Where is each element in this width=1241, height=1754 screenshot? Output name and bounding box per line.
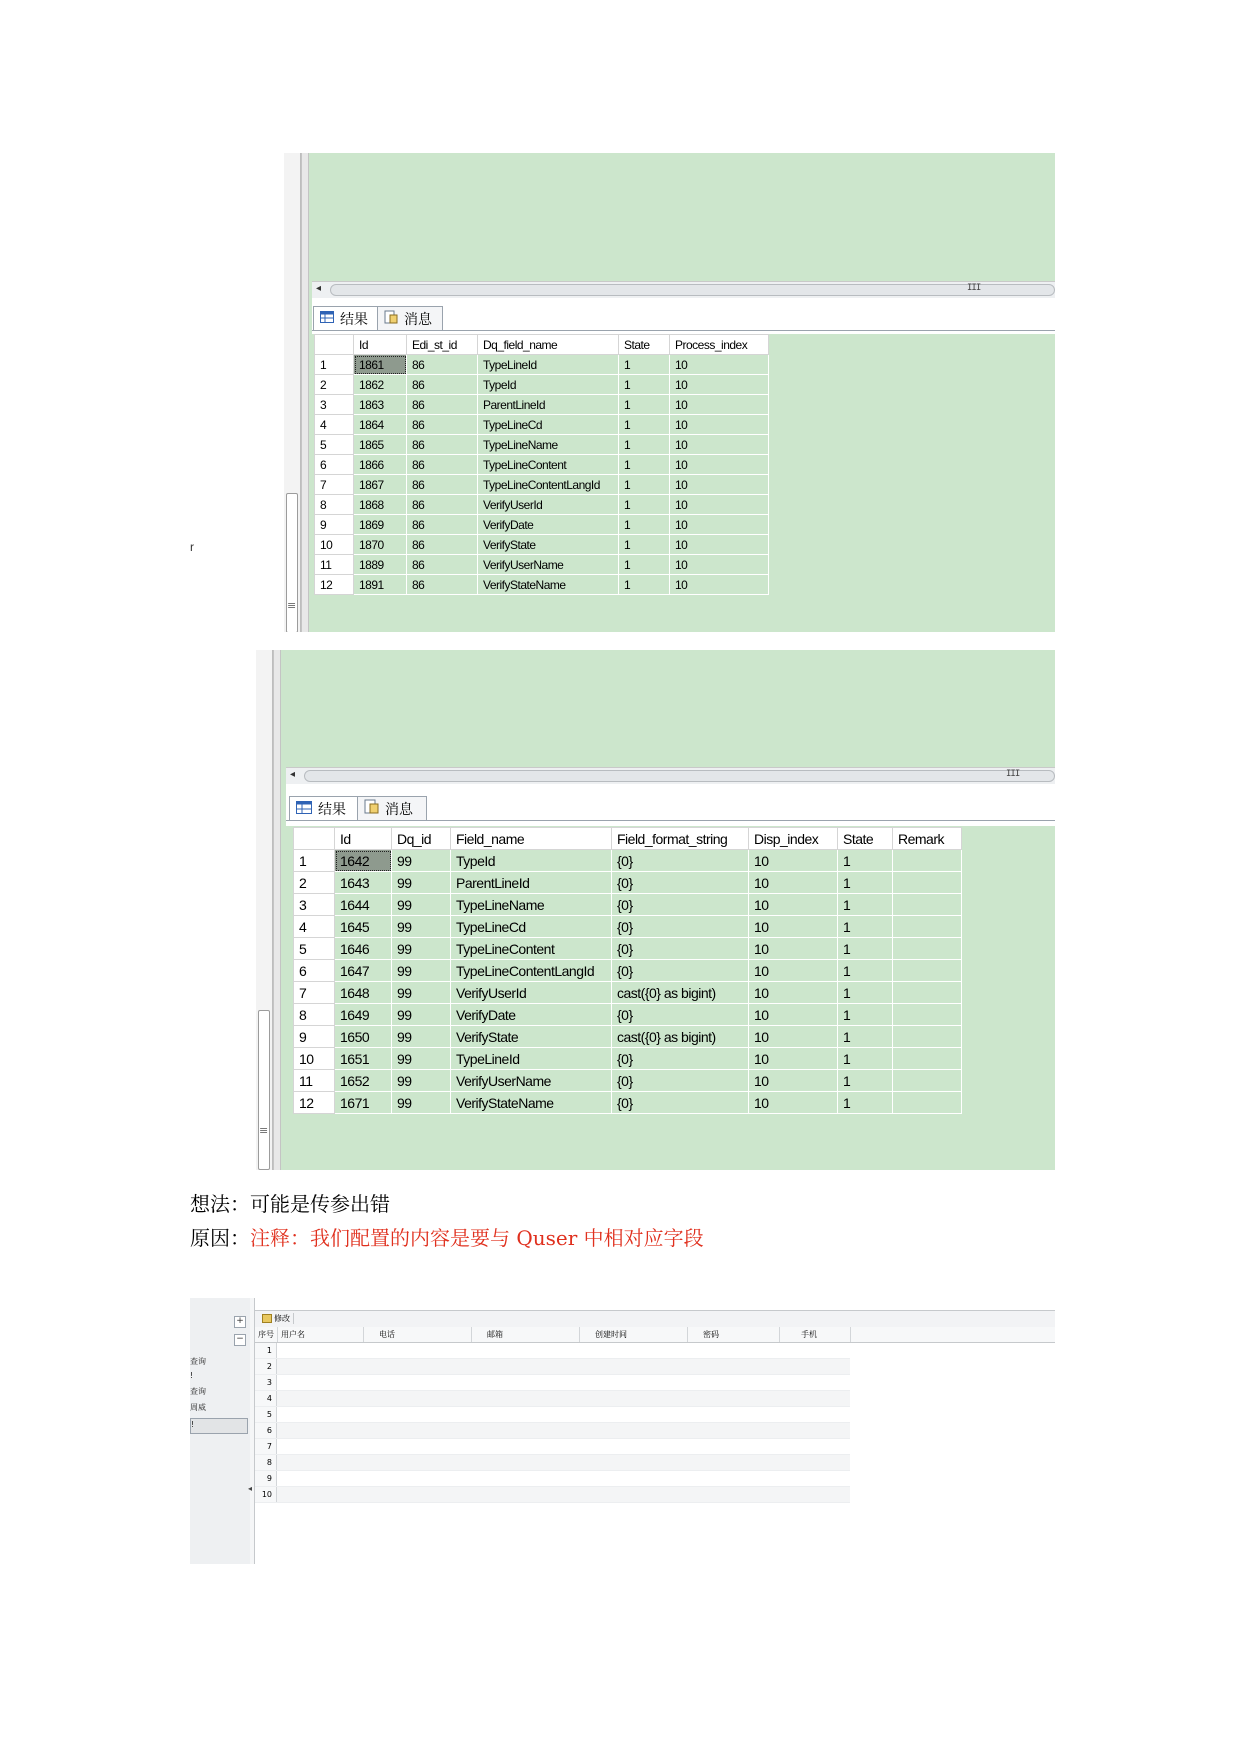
table-cell[interactable]: 99 — [392, 1004, 451, 1026]
table-row[interactable] — [255, 1343, 850, 1359]
table-cell[interactable]: 10 — [670, 555, 769, 575]
table-cell[interactable]: 10 — [749, 1070, 838, 1092]
table-row[interactable] — [315, 395, 769, 415]
sidebar-item-label: ! — [191, 1420, 195, 1429]
table-cell[interactable] — [893, 1070, 962, 1092]
table-row[interactable] — [255, 1471, 850, 1487]
edit-icon — [262, 1314, 272, 1323]
table-cell[interactable]: 1 — [619, 475, 670, 495]
table-cell[interactable]: TypeLineId — [478, 355, 619, 375]
table-cell[interactable]: {0} — [612, 1048, 749, 1070]
column-header[interactable]: Field_name — [451, 828, 612, 850]
table-cell[interactable]: 10 — [749, 960, 838, 982]
column-header[interactable]: Edi_st_id — [407, 335, 478, 355]
row-number: 5 — [255, 1407, 277, 1422]
row-number[interactable]: 11 — [315, 555, 354, 575]
table-cell[interactable]: TypeLineContentLangId — [451, 960, 612, 982]
sidebar — [190, 1298, 251, 1564]
table-row[interactable] — [255, 1375, 850, 1391]
table-row[interactable] — [294, 960, 962, 982]
stray-text: r — [190, 540, 194, 554]
table-row[interactable] — [294, 938, 962, 960]
table-row[interactable] — [294, 1004, 962, 1026]
table-cell[interactable]: 10 — [670, 355, 769, 375]
table-cell[interactable]: {0} — [612, 960, 749, 982]
column-header[interactable]: 创建时间 — [595, 1330, 627, 1339]
table-cell[interactable]: 99 — [392, 916, 451, 938]
table-row[interactable] — [294, 916, 962, 938]
table-row[interactable] — [294, 1026, 962, 1048]
table-cell[interactable]: {0} — [612, 1092, 749, 1114]
row-number[interactable]: 11 — [294, 1070, 335, 1092]
table-cell[interactable]: 1 — [619, 455, 670, 475]
scroll-grip-icon: III — [1006, 769, 1020, 779]
table-cell[interactable] — [893, 916, 962, 938]
table-cell[interactable] — [893, 960, 962, 982]
row-number[interactable]: 6 — [315, 455, 354, 475]
table-cell[interactable]: 1 — [619, 435, 670, 455]
column-divider[interactable] — [779, 1327, 780, 1342]
table-cell[interactable]: 1671 — [335, 1092, 392, 1114]
table-row[interactable] — [255, 1455, 850, 1471]
web-grid-screenshot — [190, 1298, 1055, 1564]
table-cell[interactable]: {0} — [612, 894, 749, 916]
table-row[interactable] — [255, 1391, 850, 1407]
sql-results-screenshot-2 — [256, 650, 1055, 1170]
table-cell[interactable]: 1 — [619, 575, 670, 595]
editor-margin — [273, 650, 281, 1170]
table-cell[interactable]: TypeLineContent — [478, 455, 619, 475]
table-cell[interactable]: 10 — [749, 1092, 838, 1114]
column-divider[interactable] — [579, 1327, 580, 1342]
sidebar-selected-item[interactable] — [190, 1418, 248, 1434]
table-cell[interactable]: 10 — [670, 395, 769, 415]
table-cell[interactable]: 1 — [838, 1004, 893, 1026]
horizontal-scrollbar[interactable] — [286, 767, 1055, 785]
table-cell[interactable]: TypeLineCd — [478, 415, 619, 435]
column-header[interactable]: Disp_index — [749, 828, 838, 850]
column-header[interactable]: Dq_id — [392, 828, 451, 850]
table-cell[interactable]: 1 — [838, 1070, 893, 1092]
tab-results-label: 结果 — [318, 802, 346, 818]
table-cell[interactable]: 10 — [749, 1026, 838, 1048]
row-number[interactable]: 3 — [294, 894, 335, 916]
table-cell[interactable]: 1 — [838, 960, 893, 982]
table-row[interactable] — [255, 1423, 850, 1439]
scroll-left-arrow-icon[interactable]: ◂ — [316, 283, 322, 294]
column-header[interactable]: State — [838, 828, 893, 850]
tab-messages[interactable] — [357, 796, 427, 820]
row-number: 7 — [255, 1439, 277, 1454]
table-row[interactable] — [315, 515, 769, 535]
table-row[interactable] — [315, 355, 769, 375]
column-header[interactable]: 电话 — [379, 1330, 395, 1339]
editor-margin — [301, 153, 309, 632]
corner-header[interactable] — [315, 335, 354, 355]
table-cell[interactable]: 99 — [392, 1092, 451, 1114]
table-cell[interactable]: 1 — [619, 495, 670, 515]
table-cell[interactable]: 86 — [407, 475, 478, 495]
table-cell[interactable]: 1648 — [335, 982, 392, 1004]
table-cell[interactable]: 10 — [749, 938, 838, 960]
sidebar-item-label[interactable]: 查询 — [190, 1357, 206, 1366]
row-number[interactable]: 8 — [315, 495, 354, 515]
table-row[interactable] — [315, 575, 769, 595]
table-cell[interactable]: 1868 — [354, 495, 407, 515]
idea-line — [190, 1188, 390, 1217]
row-number[interactable]: 3 — [315, 395, 354, 415]
reason-prefix: 原因： — [190, 1226, 250, 1250]
table-cell[interactable]: 1 — [838, 894, 893, 916]
table-cell[interactable]: TypeLineName — [451, 894, 612, 916]
table-row[interactable] — [294, 1048, 962, 1070]
table-cell[interactable] — [893, 1048, 962, 1070]
table-cell[interactable]: 1865 — [354, 435, 407, 455]
table-cell[interactable]: 99 — [392, 938, 451, 960]
toolbar — [255, 1310, 1055, 1328]
splitter-grip-icon: ≡ — [287, 599, 297, 612]
row-number[interactable]: 4 — [294, 916, 335, 938]
tab-baseline — [312, 330, 1055, 331]
tab-baseline — [286, 820, 1055, 821]
row-number[interactable]: 12 — [294, 1092, 335, 1114]
table-cell[interactable]: VerifyDate — [451, 1004, 612, 1026]
table-cell[interactable]: {0} — [612, 916, 749, 938]
column-header[interactable]: 用户名 — [281, 1330, 305, 1339]
table-cell[interactable]: 10 — [749, 1004, 838, 1026]
tab-results[interactable] — [313, 306, 387, 331]
results-tabs — [289, 796, 689, 820]
grid-icon — [296, 801, 312, 818]
row-number: 2 — [255, 1359, 277, 1374]
row-number[interactable]: 4 — [315, 415, 354, 435]
scroll-track[interactable] — [304, 770, 1055, 782]
column-header[interactable]: 序号 — [258, 1330, 274, 1339]
row-number: 9 — [255, 1471, 277, 1486]
table-cell[interactable]: 1 — [619, 375, 670, 395]
collapse-arrow-icon[interactable]: ◂ — [248, 1484, 253, 1493]
results-grid-1 — [314, 334, 769, 595]
table-cell[interactable]: 1651 — [335, 1048, 392, 1070]
table-cell[interactable]: 1643 — [335, 872, 392, 894]
column-header[interactable]: 邮箱 — [487, 1330, 503, 1339]
table-row[interactable] — [315, 555, 769, 575]
column-header[interactable]: Process_index — [670, 335, 769, 355]
table-cell[interactable]: 99 — [392, 1026, 451, 1048]
column-divider[interactable] — [687, 1327, 688, 1342]
row-number[interactable]: 12 — [315, 575, 354, 595]
table-cell[interactable]: 1 — [619, 355, 670, 375]
table-cell[interactable] — [893, 1004, 962, 1026]
table-cell[interactable]: 86 — [407, 555, 478, 575]
table-cell[interactable]: 1869 — [354, 515, 407, 535]
results-tabs — [313, 306, 713, 330]
table-cell[interactable]: 1650 — [335, 1026, 392, 1048]
table-row[interactable] — [315, 415, 769, 435]
table-cell[interactable]: 10 — [749, 872, 838, 894]
row-number[interactable]: 8 — [294, 1004, 335, 1026]
table-cell[interactable]: VerifyDate — [478, 515, 619, 535]
table-cell[interactable]: 86 — [407, 435, 478, 455]
table-cell[interactable]: {0} — [612, 1004, 749, 1026]
idea-text: 可能是传参出错 — [250, 1192, 390, 1216]
column-header[interactable]: State — [619, 335, 670, 355]
table-cell[interactable]: VerifyUserId — [478, 495, 619, 515]
table-cell[interactable]: 1889 — [354, 555, 407, 575]
edit-button[interactable] — [259, 1313, 294, 1324]
table-cell[interactable]: 1891 — [354, 575, 407, 595]
column-header[interactable]: 密码 — [703, 1330, 719, 1339]
table-cell[interactable]: 1642 — [335, 850, 392, 872]
table-cell[interactable] — [893, 894, 962, 916]
table-cell[interactable]: TypeLineName — [478, 435, 619, 455]
sql-results-screenshot-1 — [284, 153, 1055, 632]
table-cell[interactable]: 99 — [392, 850, 451, 872]
tab-results-label: 结果 — [340, 312, 368, 328]
table-cell[interactable]: 1 — [838, 1092, 893, 1114]
scroll-grip-icon: III — [967, 283, 981, 293]
table-cell[interactable]: 10 — [749, 1048, 838, 1070]
scroll-left-arrow-icon[interactable]: ◂ — [290, 769, 296, 780]
table-cell[interactable]: 1 — [619, 555, 670, 575]
row-number[interactable]: 9 — [294, 1026, 335, 1048]
row-number[interactable]: 1 — [294, 850, 335, 872]
table-cell[interactable]: 1866 — [354, 455, 407, 475]
table-cell[interactable]: 10 — [670, 435, 769, 455]
table-cell[interactable] — [893, 1092, 962, 1114]
column-header[interactable]: 手机 — [801, 1330, 817, 1339]
table-cell[interactable]: 10 — [749, 850, 838, 872]
table-cell[interactable]: VerifyUserName — [478, 555, 619, 575]
table-row[interactable] — [315, 435, 769, 455]
row-number[interactable]: 2 — [294, 872, 335, 894]
table-row[interactable] — [294, 1070, 962, 1092]
collapse-minus-icon[interactable]: − — [234, 1334, 246, 1346]
table-cell[interactable] — [893, 850, 962, 872]
table-row[interactable] — [294, 850, 962, 872]
table-cell[interactable]: 86 — [407, 455, 478, 475]
table-row[interactable] — [255, 1487, 850, 1503]
table-cell[interactable]: ParentLineId — [478, 395, 619, 415]
edit-button-label: 修改 — [274, 1314, 290, 1323]
row-number[interactable]: 10 — [294, 1048, 335, 1070]
reason-text: 注释：我们配置的内容是要与 Quser 中相对应字段 — [250, 1226, 704, 1250]
table-cell[interactable]: 10 — [749, 982, 838, 1004]
table-cell[interactable]: 86 — [407, 515, 478, 535]
editor-vertical-scrollbar[interactable] — [284, 153, 301, 632]
table-row[interactable] — [255, 1359, 850, 1375]
table-cell[interactable] — [893, 938, 962, 960]
table-cell[interactable]: 99 — [392, 1070, 451, 1092]
splitter-grip-icon: ≡ — [259, 1124, 269, 1137]
table-cell[interactable]: cast({0} as bigint) — [612, 1026, 749, 1048]
table-cell[interactable]: VerifyUserId — [451, 982, 612, 1004]
row-number[interactable]: 9 — [315, 515, 354, 535]
results-grid-2 — [293, 827, 962, 1114]
message-icon — [384, 310, 398, 328]
expand-plus-icon[interactable]: + — [234, 1316, 246, 1328]
row-number: 8 — [255, 1455, 277, 1470]
column-divider[interactable] — [850, 1327, 851, 1342]
table-cell[interactable]: ParentLineId — [451, 872, 612, 894]
column-header[interactable]: Remark — [893, 828, 962, 850]
table-cell[interactable]: 10 — [670, 515, 769, 535]
table-row[interactable] — [315, 495, 769, 515]
table-row[interactable] — [255, 1439, 850, 1455]
table-cell[interactable]: 86 — [407, 535, 478, 555]
column-header[interactable]: Field_format_string — [612, 828, 749, 850]
table-row[interactable] — [294, 894, 962, 916]
row-number[interactable]: 1 — [315, 355, 354, 375]
tab-results[interactable] — [289, 796, 367, 821]
table-cell[interactable]: 10 — [670, 535, 769, 555]
table-row[interactable] — [294, 872, 962, 894]
table-cell[interactable]: 86 — [407, 395, 478, 415]
scrollbar-thumb[interactable] — [258, 1010, 270, 1170]
table-cell[interactable]: VerifyStateName — [451, 1092, 612, 1114]
editor-vertical-scrollbar[interactable] — [256, 650, 273, 1170]
table-row[interactable] — [315, 455, 769, 475]
table-cell[interactable]: 99 — [392, 1048, 451, 1070]
sidebar-item-label[interactable]: 查询 — [190, 1387, 206, 1396]
column-header[interactable]: Id — [354, 335, 407, 355]
tab-messages[interactable] — [377, 306, 443, 330]
table-cell[interactable]: 1863 — [354, 395, 407, 415]
row-number[interactable]: 7 — [315, 475, 354, 495]
table-cell[interactable]: 10 — [670, 415, 769, 435]
table-cell[interactable]: 99 — [392, 982, 451, 1004]
row-number[interactable]: 5 — [294, 938, 335, 960]
table-cell[interactable]: 86 — [407, 575, 478, 595]
table-row[interactable] — [315, 475, 769, 495]
row-number: 1 — [255, 1343, 277, 1358]
table-cell[interactable]: VerifyState — [478, 535, 619, 555]
column-divider[interactable] — [363, 1327, 364, 1342]
table-cell[interactable]: 86 — [407, 355, 478, 375]
table-cell[interactable]: 1 — [838, 938, 893, 960]
table-cell[interactable]: 1652 — [335, 1070, 392, 1092]
message-icon — [364, 799, 379, 818]
row-number[interactable]: 10 — [315, 535, 354, 555]
table-cell[interactable]: VerifyStateName — [478, 575, 619, 595]
row-number: 4 — [255, 1391, 277, 1406]
table-cell[interactable]: {0} — [612, 938, 749, 960]
column-header[interactable]: Dq_field_name — [478, 335, 619, 355]
table-cell[interactable]: 1644 — [335, 894, 392, 916]
table-cell[interactable]: 1 — [619, 415, 670, 435]
idea-prefix: 想法： — [190, 1192, 250, 1216]
table-cell[interactable] — [893, 872, 962, 894]
table-cell[interactable]: 1 — [838, 1048, 893, 1070]
table-cell[interactable]: {0} — [612, 872, 749, 894]
grid-icon — [320, 311, 334, 327]
row-number[interactable]: 6 — [294, 960, 335, 982]
table-row[interactable] — [315, 535, 769, 555]
grid-header — [255, 1327, 1055, 1343]
sidebar-item-label[interactable]: 周威 — [190, 1403, 206, 1412]
corner-header[interactable] — [294, 828, 335, 850]
table-cell[interactable]: 1 — [619, 515, 670, 535]
tab-messages-label: 消息 — [404, 311, 432, 328]
table-cell[interactable]: 10 — [749, 894, 838, 916]
table-cell[interactable]: 1649 — [335, 1004, 392, 1026]
row-number: 10 — [255, 1487, 277, 1502]
table-cell[interactable]: {0} — [612, 850, 749, 872]
tab-messages-label: 消息 — [385, 801, 413, 818]
table-cell[interactable]: 10 — [670, 455, 769, 475]
table-cell[interactable]: 10 — [670, 575, 769, 595]
column-divider[interactable] — [277, 1327, 278, 1342]
table-cell[interactable]: 86 — [407, 495, 478, 515]
table-cell[interactable]: VerifyUserName — [451, 1070, 612, 1092]
table-cell[interactable]: {0} — [612, 1070, 749, 1092]
table-cell[interactable]: 1647 — [335, 960, 392, 982]
grid-rows — [255, 1343, 850, 1503]
table-cell[interactable]: VerifyState — [451, 1026, 612, 1048]
scroll-track[interactable] — [330, 284, 1055, 296]
reason-line — [190, 1222, 704, 1251]
table-cell[interactable]: 1646 — [335, 938, 392, 960]
table-cell[interactable]: TypeId — [451, 850, 612, 872]
table-cell[interactable]: 1 — [838, 850, 893, 872]
table-cell[interactable] — [893, 982, 962, 1004]
table-cell[interactable]: 1861 — [354, 355, 407, 375]
column-divider[interactable] — [471, 1327, 472, 1342]
table-cell[interactable]: 1870 — [354, 535, 407, 555]
row-number: 6 — [255, 1423, 277, 1438]
table-cell[interactable]: 1862 — [354, 375, 407, 395]
table-cell[interactable]: 99 — [392, 960, 451, 982]
horizontal-scrollbar[interactable] — [312, 281, 1055, 299]
table-cell[interactable]: 86 — [407, 415, 478, 435]
table-row[interactable] — [294, 1092, 962, 1114]
table-cell[interactable]: 1 — [838, 916, 893, 938]
table-cell[interactable]: 10 — [749, 916, 838, 938]
table-row[interactable] — [294, 982, 962, 1004]
table-cell[interactable]: 1 — [838, 982, 893, 1004]
table-cell[interactable]: 1 — [619, 535, 670, 555]
table-cell[interactable] — [893, 1026, 962, 1048]
table-cell[interactable]: TypeLineContent — [451, 938, 612, 960]
table-cell[interactable]: 1645 — [335, 916, 392, 938]
row-number: 3 — [255, 1375, 277, 1390]
row-number[interactable]: 5 — [315, 435, 354, 455]
table-cell[interactable]: 86 — [407, 375, 478, 395]
table-cell[interactable]: TypeId — [478, 375, 619, 395]
table-cell[interactable]: 10 — [670, 375, 769, 395]
table-cell[interactable]: 1867 — [354, 475, 407, 495]
table-row[interactable] — [315, 375, 769, 395]
table-cell[interactable]: 10 — [670, 475, 769, 495]
table-cell[interactable]: cast({0} as bigint) — [612, 982, 749, 1004]
table-cell[interactable]: TypeLineCd — [451, 916, 612, 938]
table-cell[interactable]: TypeLineContentLangId — [478, 475, 619, 495]
table-cell[interactable]: 1 — [838, 1026, 893, 1048]
table-cell[interactable]: 1864 — [354, 415, 407, 435]
table-cell[interactable]: TypeLineId — [451, 1048, 612, 1070]
column-header[interactable]: Id — [335, 828, 392, 850]
table-cell[interactable]: 1 — [838, 872, 893, 894]
row-number[interactable]: 7 — [294, 982, 335, 1004]
table-cell[interactable]: 99 — [392, 872, 451, 894]
table-cell[interactable]: 10 — [670, 495, 769, 515]
row-number[interactable]: 2 — [315, 375, 354, 395]
table-cell[interactable]: 1 — [619, 395, 670, 415]
sidebar-item-label[interactable]: ! — [190, 1371, 194, 1380]
table-cell[interactable]: 99 — [392, 894, 451, 916]
table-row[interactable] — [255, 1407, 850, 1423]
